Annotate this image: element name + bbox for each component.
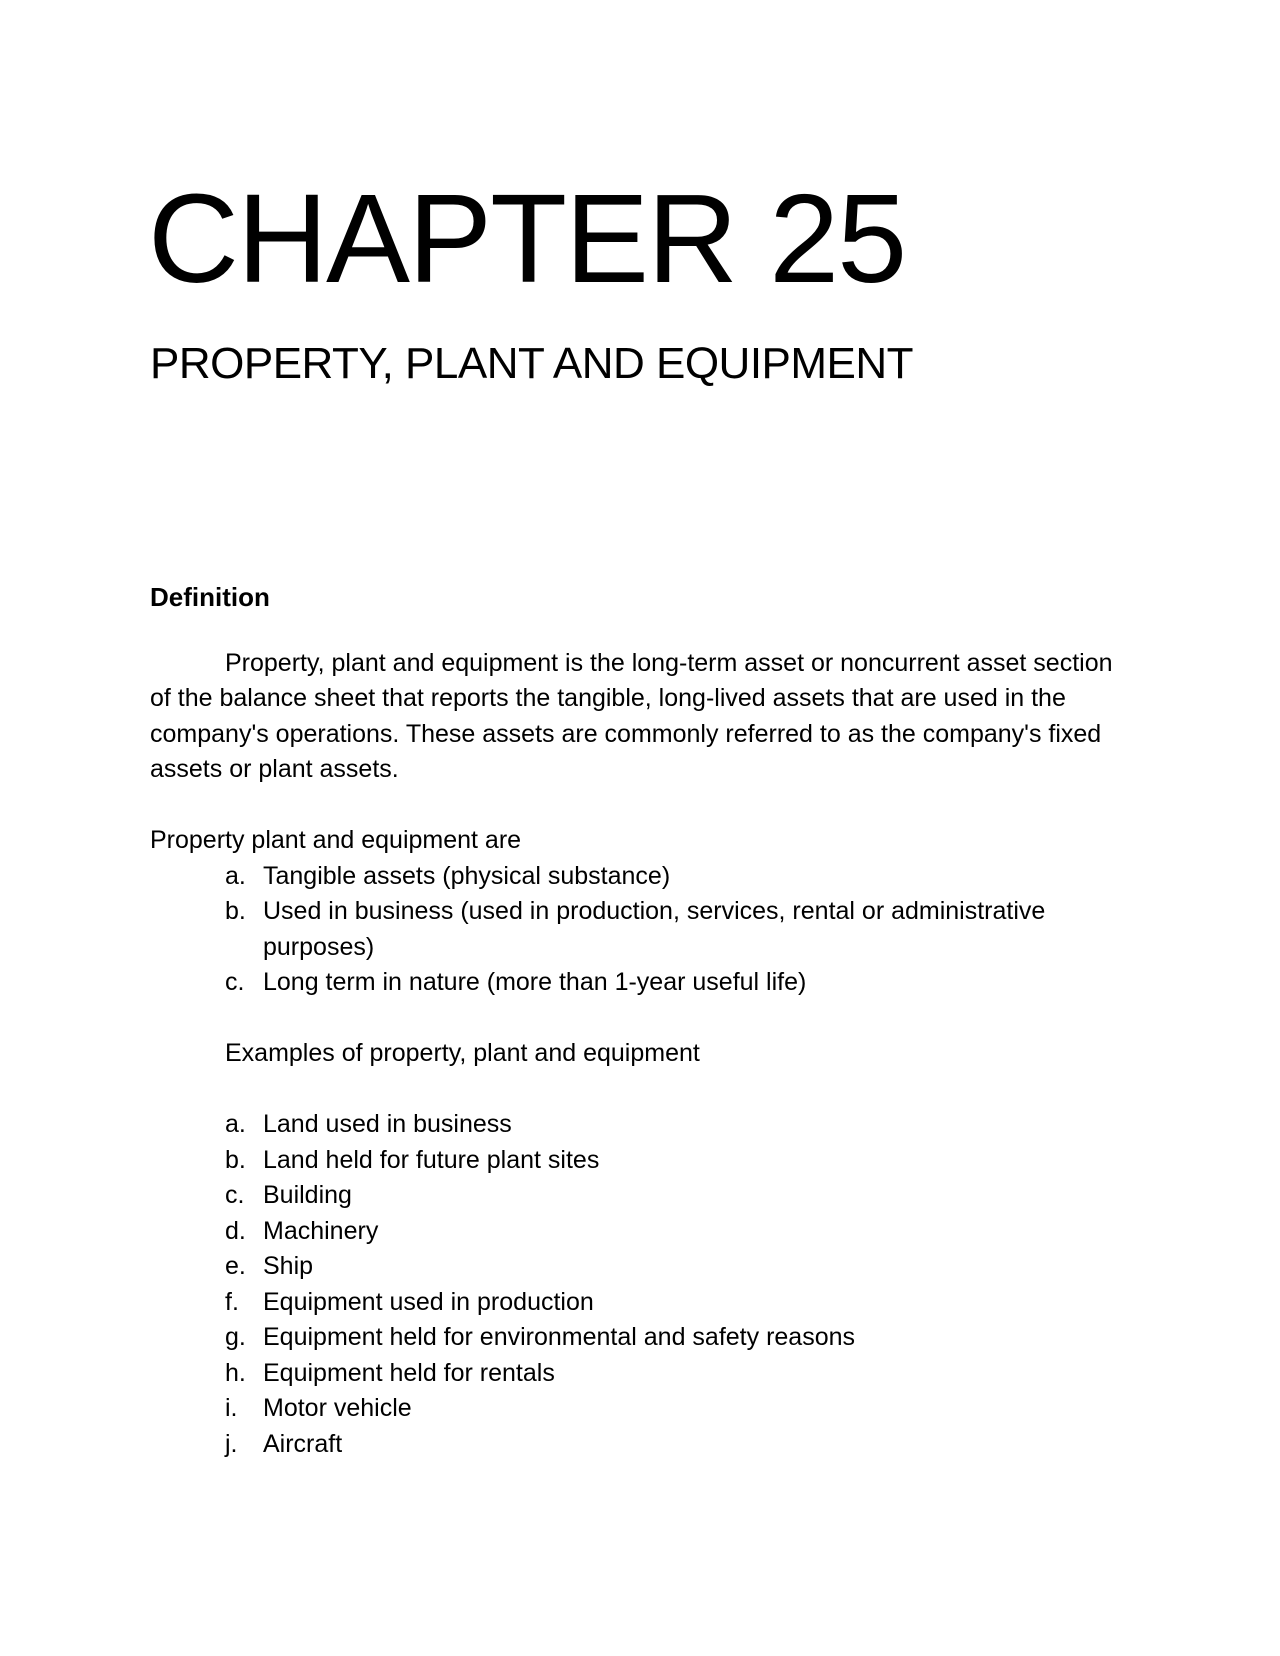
list-item-text: Building [263, 1181, 352, 1209]
list-marker: f. [225, 1287, 239, 1316]
list-item [225, 1391, 1130, 1427]
list-item-text: Equipment held for rentals [263, 1358, 555, 1387]
list-marker: h. [225, 1358, 246, 1387]
chapter-subtitle: PROPERTY, PLANT AND EQUIPMENT [150, 339, 914, 388]
list-item [225, 1143, 1130, 1179]
examples-list [150, 1107, 1130, 1462]
list-marker: g. [225, 1323, 246, 1351]
list-marker: e. [225, 1252, 246, 1280]
definition-paragraph: Property, plant and equipment is the long-term asset or noncurrent asset section of the balance sheet that reports the tangible, long-lived assets that are used in the company's operations. These assets are commonly referred to as the company's fixed assets or plant assets. [150, 648, 1113, 783]
list-item-text: Motor vehicle [263, 1394, 412, 1422]
document-body [150, 580, 1130, 1462]
list-item [225, 1427, 1130, 1463]
list-item-text: Land held for future plant sites [263, 1145, 600, 1174]
list-item-text: Used in business (used in production, services, rental or administrative purposes) [263, 897, 1046, 961]
list-item [225, 894, 1130, 965]
characteristics-list [150, 859, 1130, 1001]
list-item [225, 1285, 1130, 1321]
list-item-text: Land used in business [263, 1110, 512, 1138]
list-item [225, 1320, 1130, 1356]
list-item [225, 1107, 1130, 1143]
list-item [225, 1249, 1130, 1285]
list-marker: c. [225, 968, 245, 996]
list-item-text: Equipment used in production [263, 1287, 594, 1316]
list-item-text: Machinery [263, 1216, 379, 1245]
list-item-text: Aircraft [263, 1429, 343, 1458]
list-marker: i. [225, 1394, 238, 1422]
list-item [225, 1178, 1130, 1214]
list-item-text: Equipment held for environmental and safety reasons [263, 1323, 856, 1351]
list-item-text: Ship [263, 1252, 314, 1280]
list-marker: b. [225, 897, 246, 925]
list-item-text: Tangible assets (physical substance) [263, 861, 671, 890]
list-item [225, 859, 1130, 895]
characteristics-intro: Property plant and equipment are [150, 826, 522, 854]
chapter-title: CHAPTER 25 [148, 168, 906, 309]
list-item [225, 965, 1130, 1001]
list-marker: a. [225, 1110, 246, 1138]
list-marker: d. [225, 1216, 246, 1245]
list-marker: c. [225, 1181, 245, 1209]
definition-heading: Definition [150, 582, 270, 612]
list-item-text: Long term in nature (more than 1-year useful life) [263, 968, 807, 996]
list-marker: a. [225, 861, 246, 890]
list-marker: b. [225, 1145, 246, 1174]
list-item [225, 1356, 1130, 1392]
examples-intro: Examples of property, plant and equipment [225, 1039, 700, 1067]
list-marker: j. [225, 1429, 238, 1458]
list-item [225, 1214, 1130, 1250]
